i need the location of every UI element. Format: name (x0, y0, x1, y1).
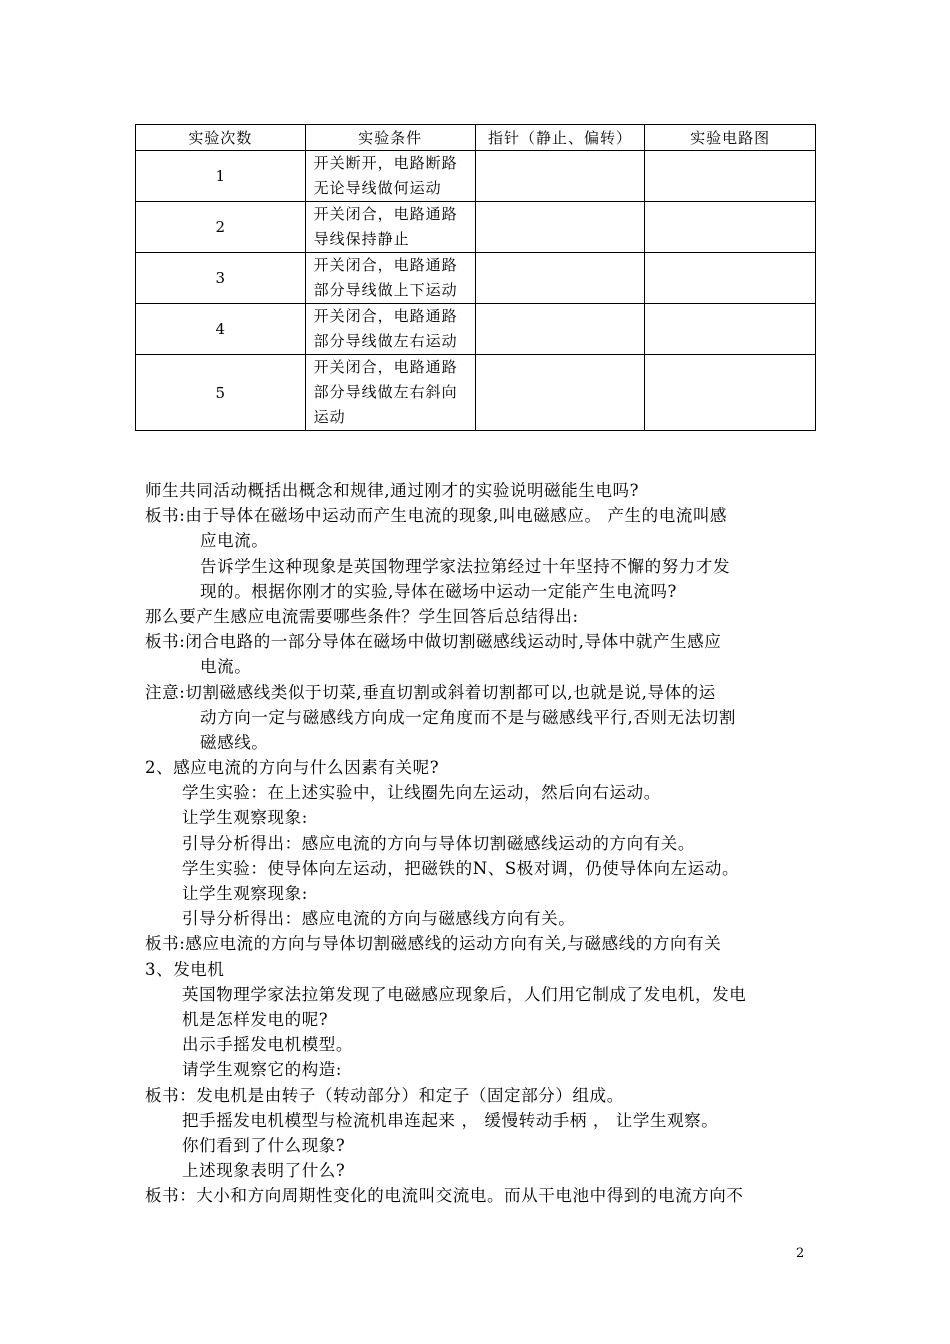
header-trial-count: 实验次数 (136, 125, 306, 151)
trial-number: 2 (136, 202, 306, 253)
table-row (136, 355, 816, 431)
trial-number: 4 (136, 304, 306, 355)
paragraph-line: 请学生观察它的构造: (182, 1060, 343, 1080)
page-number: 2 (796, 1246, 805, 1261)
lesson-body (145, 478, 815, 1208)
trial-number: 3 (136, 253, 306, 304)
pointer-cell (475, 355, 645, 431)
board-note-line: 板书：大小和方向周期性变化的电流叫交流电。而从干电池中得到的电流方向不 (145, 1186, 744, 1206)
section-heading: 2、感应电流的方向与什么因素有关呢? (145, 758, 440, 778)
circuit-cell (645, 355, 816, 431)
paragraph-line: 让学生观察现象: (182, 808, 308, 828)
circuit-cell (645, 202, 816, 253)
section-heading: 3、发电机 (145, 959, 225, 979)
circuit-cell (645, 253, 816, 304)
header-pointer: 指针（静止、偏转） (475, 125, 645, 151)
board-note-line: 板书：发电机是由转子（转动部分）和定子（固定部分）组成。 (145, 1085, 624, 1105)
trial-number: 1 (136, 151, 306, 202)
table-row (136, 253, 816, 304)
paragraph-line: 英国物理学家法拉第发现了电磁感应现象后，人们用它制成了发电机，发电 (182, 984, 747, 1004)
table-row (136, 304, 816, 355)
paragraph-line: 应电流。 (200, 531, 269, 551)
pointer-cell (475, 202, 645, 253)
header-circuit-diagram: 实验电路图 (645, 125, 816, 151)
paragraph-line: 动方向一定与磁感线方向成一定角度而不是与磁感线平行,否则无法切割 (200, 707, 736, 727)
header-condition: 实验条件 (305, 125, 475, 151)
table-row (136, 202, 816, 253)
paragraph-line: 告诉学生这种现象是英国物理学家法拉第经过十年坚持不懈的努力才发 (200, 556, 731, 576)
pointer-cell (475, 151, 645, 202)
paragraph-line: 上述现象表明了什么? (182, 1161, 346, 1181)
pointer-cell (475, 253, 645, 304)
circuit-cell (645, 151, 816, 202)
paragraph-line: 那么要产生感应电流需要哪些条件？学生回答后总结得出: (145, 606, 579, 626)
trial-condition: 开关闭合，电路通路 部分导线做左右斜向 运动 (305, 355, 475, 431)
table-row (136, 151, 816, 202)
paragraph-line: 你们看到了什么现象? (182, 1135, 346, 1155)
paragraph-line: 把手摇发电机模型与检流机串连起来 ， 缓慢转动手柄 ， 让学生观察。 (182, 1110, 719, 1130)
experiment-table (135, 124, 816, 431)
trial-condition: 开关闭合，电路通路 部分导线做左右运动 (305, 304, 475, 355)
trial-number: 5 (136, 355, 306, 431)
paragraph-line: 机是怎样发电的呢? (182, 1009, 329, 1029)
circuit-cell (645, 304, 816, 355)
board-note-line: 板书:由于导体在磁场中运动而产生电流的现象,叫电磁感应。 产生的电流叫感 (145, 506, 728, 526)
paragraph-line: 磁感线。 (200, 732, 269, 752)
paragraph-line: 学生实验：使导体向左运动，把磁铁的N、S极对调，仍使导体向左运动。 (182, 858, 740, 878)
paragraph-line: 学生实验：在上述实验中，让线圈先向左运动，然后向右运动。 (182, 783, 661, 803)
board-note-line: 板书:感应电流的方向与导体切割磁感线的运动方向有关,与磁感线的方向有关 (145, 934, 722, 954)
trial-condition: 开关闭合，电路通路 部分导线做上下运动 (305, 253, 475, 304)
pointer-cell (475, 304, 645, 355)
trial-condition: 开关断开，电路断路 无论导线做何运动 (305, 151, 475, 202)
paragraph-line: 让学生观察现象: (182, 884, 308, 903)
paragraph-line: 引导分析得出：感应电流的方向与磁感线方向有关。 (182, 909, 576, 929)
note-line: 注意:切割磁感线类似于切菜,垂直切割或斜着切割都可以,也就是说,导体的运 (145, 682, 716, 702)
paragraph-line: 师生共同活动概括出概念和规律,通过刚才的实验说明磁能生电吗? (145, 481, 640, 500)
table-header-row (136, 125, 816, 151)
board-note-line: 板书:闭合电路的一部分导体在磁场中做切割磁感线运动时,导体中就产生感应 (145, 632, 722, 652)
paragraph-line: 出示手摇发电机模型。 (182, 1035, 353, 1055)
trial-condition: 开关闭合，电路通路 导线保持静止 (305, 202, 475, 253)
paragraph-line: 电流。 (200, 657, 252, 677)
paragraph-line: 现的。根据你刚才的实验,导体在磁场中运动一定能产生电流吗? (200, 581, 677, 601)
paragraph-line: 引导分析得出：感应电流的方向与导体切割磁感线运动的方向有关。 (182, 833, 695, 853)
